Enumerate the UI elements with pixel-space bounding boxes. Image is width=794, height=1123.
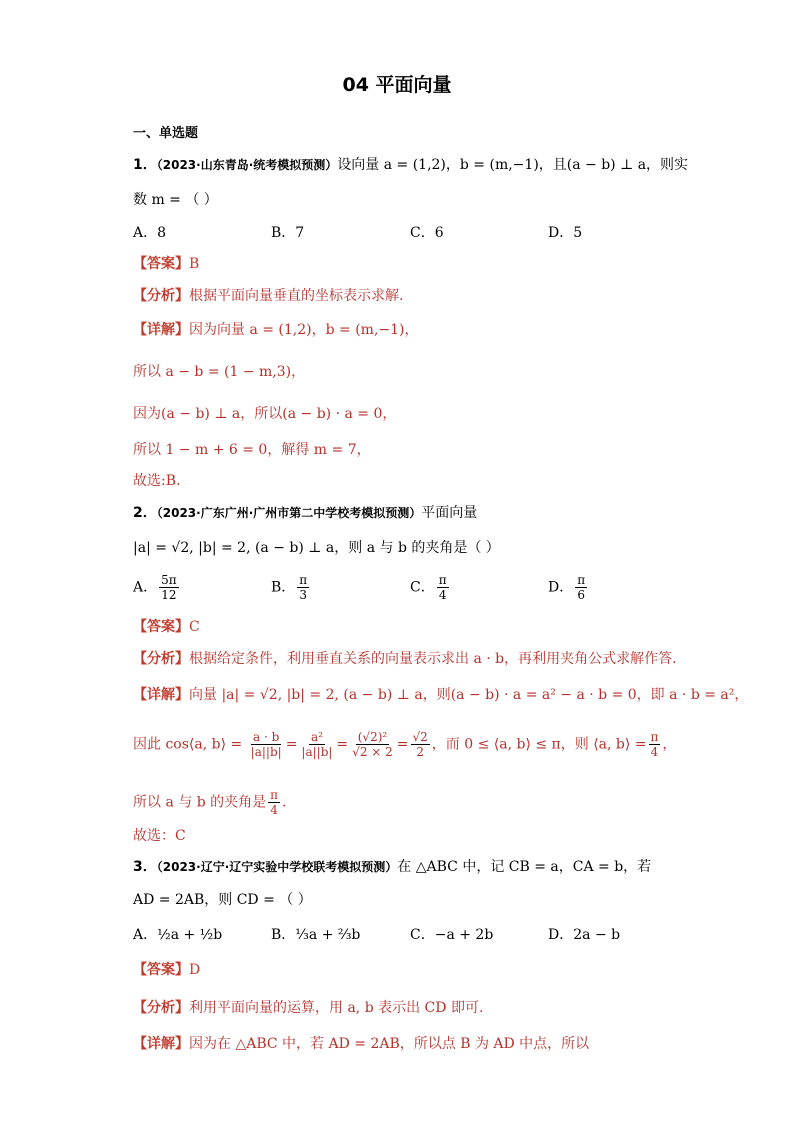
q2-frac4-num: √2 xyxy=(412,730,428,744)
q3-choice-a-text: ½a + ½b xyxy=(157,927,223,943)
q2-analysis-text: 根据给定条件，利用垂直关系的向量表示求出 a · b，再利用夹角公式求解作答. xyxy=(189,651,677,667)
q2-frac5-num: π xyxy=(650,730,659,744)
q2-detail-tag: 【详解】 xyxy=(133,687,189,703)
q2-choice-a xyxy=(133,573,181,602)
q2-number: 2． xyxy=(133,505,157,521)
q1-detail-tag: 【详解】 xyxy=(133,322,189,338)
q1-answer xyxy=(133,254,199,274)
q1-conclusion: 故选:B. xyxy=(133,473,181,489)
q2-detail-text1: 向量 |a| = √2, |b| = 2, (a − b) ⊥ a，则(a − b) · a = a² − a · b = 0，即 a · b = a²， xyxy=(189,687,749,703)
q2-choice-c-den: 4 xyxy=(438,588,447,602)
q1-detail-line3: 因为(a − b) ⊥ a，所以(a − b) · a = 0， xyxy=(133,406,397,422)
q2-detail-line2: 因此 cos⟨a, b⟩ = $\frac{a \cdot b}{|a||b|}$ = $\frac{\text{a²}}{|a||b|}$ = $\frac{\text{(√2)²}}{√2 \times 2}$ = $\frac{√2}{2}$ ，而 0 ≤ ⟨a, b⟩ ≤ π，则 ⟨a, b⟩ = $\frac{\pi}{4}$ ， xyxy=(133,730,677,759)
q3-stem-line1 xyxy=(133,857,651,877)
q2-choice-a-label: A． xyxy=(133,579,158,596)
q3-choice-c-label: C． xyxy=(410,927,435,943)
q2-choice-d-num: π xyxy=(577,573,586,587)
q1-choice-c: C．6 xyxy=(410,225,444,241)
q3-answer xyxy=(133,960,200,980)
q3-choice-b xyxy=(271,925,360,945)
q2-choice-b-label: B． xyxy=(271,579,296,596)
q2-stem-text: 平面向量 xyxy=(421,505,478,521)
q2-choice-b-num: π xyxy=(299,573,308,587)
q2-choice-c-label: C． xyxy=(410,579,435,596)
q1-choice-a: A．8 xyxy=(133,225,167,241)
q2-detail-line3: 所以 a 与 b 的夹角是 $\frac{\pi}{4}$ . xyxy=(133,788,287,817)
q2-answer-value: C xyxy=(189,619,200,635)
q2-frac3-num: (√2)² xyxy=(357,730,388,744)
q2-frac5-den: 4 xyxy=(650,745,659,759)
q1-choice-b: B．7 xyxy=(271,225,305,241)
q3-detail-line1 xyxy=(133,1034,589,1054)
q3-stem-text: 在 △ABC 中，记 CB = a，CA = b，若 xyxy=(397,859,652,875)
q2-choice-d-label: D． xyxy=(548,579,574,596)
q2-choice-b xyxy=(271,573,311,602)
q2-frac2-num: a² xyxy=(310,730,323,744)
q2-choice-c xyxy=(410,573,451,602)
q2-choice-c-num: π xyxy=(438,573,447,587)
q3-choice-d-label: D． xyxy=(548,927,574,943)
q1-stem-text: 设向量 a = (1,2)，b = (m,−1)，且(a − b) ⊥ a，则实 xyxy=(337,157,689,173)
q1-analysis-tag: 【分析】 xyxy=(133,288,189,304)
q1-stem-line1 xyxy=(133,155,688,175)
q3-analysis-text: 利用平面向量的运算，用 a, b 表示出 CD 即可. xyxy=(189,1000,484,1016)
q2-range-text: ，而 0 ≤ ⟨a, b⟩ ≤ π，则 ⟨a, b⟩ = xyxy=(431,736,647,753)
q2-choice-b-den: 3 xyxy=(299,588,308,602)
q3-answer-tag: 【答案】 xyxy=(133,962,189,978)
q3-analysis-tag: 【分析】 xyxy=(133,1000,189,1016)
q2-choice-a-num: 5π xyxy=(161,573,177,587)
section-heading: 一、单选题 xyxy=(133,126,199,141)
q3-number: 3． xyxy=(133,859,157,875)
q3-choice-b-text: ⅓a + ⅔b xyxy=(295,927,361,943)
q2-angle-prefix: 所以 a 与 b 的夹角是 xyxy=(133,794,267,811)
q1-detail-line4: 所以 1 − m + 6 = 0，解得 m = 7， xyxy=(133,442,371,458)
q2-analysis xyxy=(133,649,677,669)
q3-choice-b-label: B． xyxy=(271,927,296,943)
q3-detail-text1: 因为在 △ABC 中，若 AD = 2AB，所以点 B 为 AD 中点，所以 xyxy=(189,1036,590,1052)
q2-conclusion: 故选：C xyxy=(133,828,186,844)
q3-analysis xyxy=(133,998,483,1018)
q2-angle-num: π xyxy=(270,788,278,802)
q1-choice-d: D．5 xyxy=(548,225,583,241)
q1-detail-line1 xyxy=(133,320,419,340)
q2-stem-line1 xyxy=(133,503,477,523)
q3-choice-d-text: 2a − b xyxy=(573,927,621,943)
q2-choice-d-den: 6 xyxy=(577,588,585,602)
q1-stem-line2: 数 m = （ ） xyxy=(133,192,218,208)
q2-frac1-num: a · b xyxy=(253,730,280,744)
q2-choice-a-den: 12 xyxy=(161,588,177,602)
q1-answer-tag: 【答案】 xyxy=(133,256,189,272)
q2-stem-line2: |a| = √2, |b| = 2, (a − b) ⊥ a，则 a 与 b 的夹角是（ ） xyxy=(133,540,500,556)
q1-analysis-text: 根据平面向量垂直的坐标表示求解. xyxy=(189,288,404,304)
q3-choice-d xyxy=(548,925,620,945)
q3-stem-line2: AD = 2AB，则 CD = （ ） xyxy=(133,892,312,908)
q1-source: （2023·山东青岛·统考模拟预测） xyxy=(156,158,338,172)
q2-analysis-tag: 【分析】 xyxy=(133,651,189,667)
q3-choice-c-text: −a + 2b xyxy=(434,927,494,943)
q3-choice-a-label: A． xyxy=(133,927,158,943)
q2-angle-den: 4 xyxy=(270,803,278,817)
q1-detail-text1: 因为向量 a = (1,2)，b = (m,−1)， xyxy=(189,322,419,338)
q2-frac3-den: √2 × 2 xyxy=(352,745,393,759)
q1-detail-line2: 所以 a − b = (1 − m,3)， xyxy=(133,364,306,380)
q2-answer-tag: 【答案】 xyxy=(133,619,189,635)
q1-analysis xyxy=(133,286,403,306)
q3-choice-c xyxy=(410,925,493,945)
q2-cos-prefix: 因此 cos⟨a, b⟩ = xyxy=(133,736,243,753)
q3-choice-a xyxy=(133,925,222,945)
q2-choice-d xyxy=(548,573,589,602)
q3-detail-tag: 【详解】 xyxy=(133,1036,189,1052)
q1-number: 1． xyxy=(133,157,157,173)
q3-source: （2023·辽宁·辽宁实验中学校联考模拟预测） xyxy=(156,860,398,874)
q2-frac2-den: |a||b| xyxy=(301,745,333,759)
q2-frac1-den: |a||b| xyxy=(250,745,282,759)
q2-frac4-den: 2 xyxy=(416,745,424,759)
q2-answer xyxy=(133,617,200,637)
page-title: 04 平面向量 xyxy=(342,74,452,96)
q2-detail-line1 xyxy=(133,685,748,705)
q3-answer-value: D xyxy=(189,962,201,978)
q1-answer-value: B xyxy=(189,256,200,272)
q2-source: （2023·广东广州·广州市第二中学校考模拟预测） xyxy=(156,506,422,520)
